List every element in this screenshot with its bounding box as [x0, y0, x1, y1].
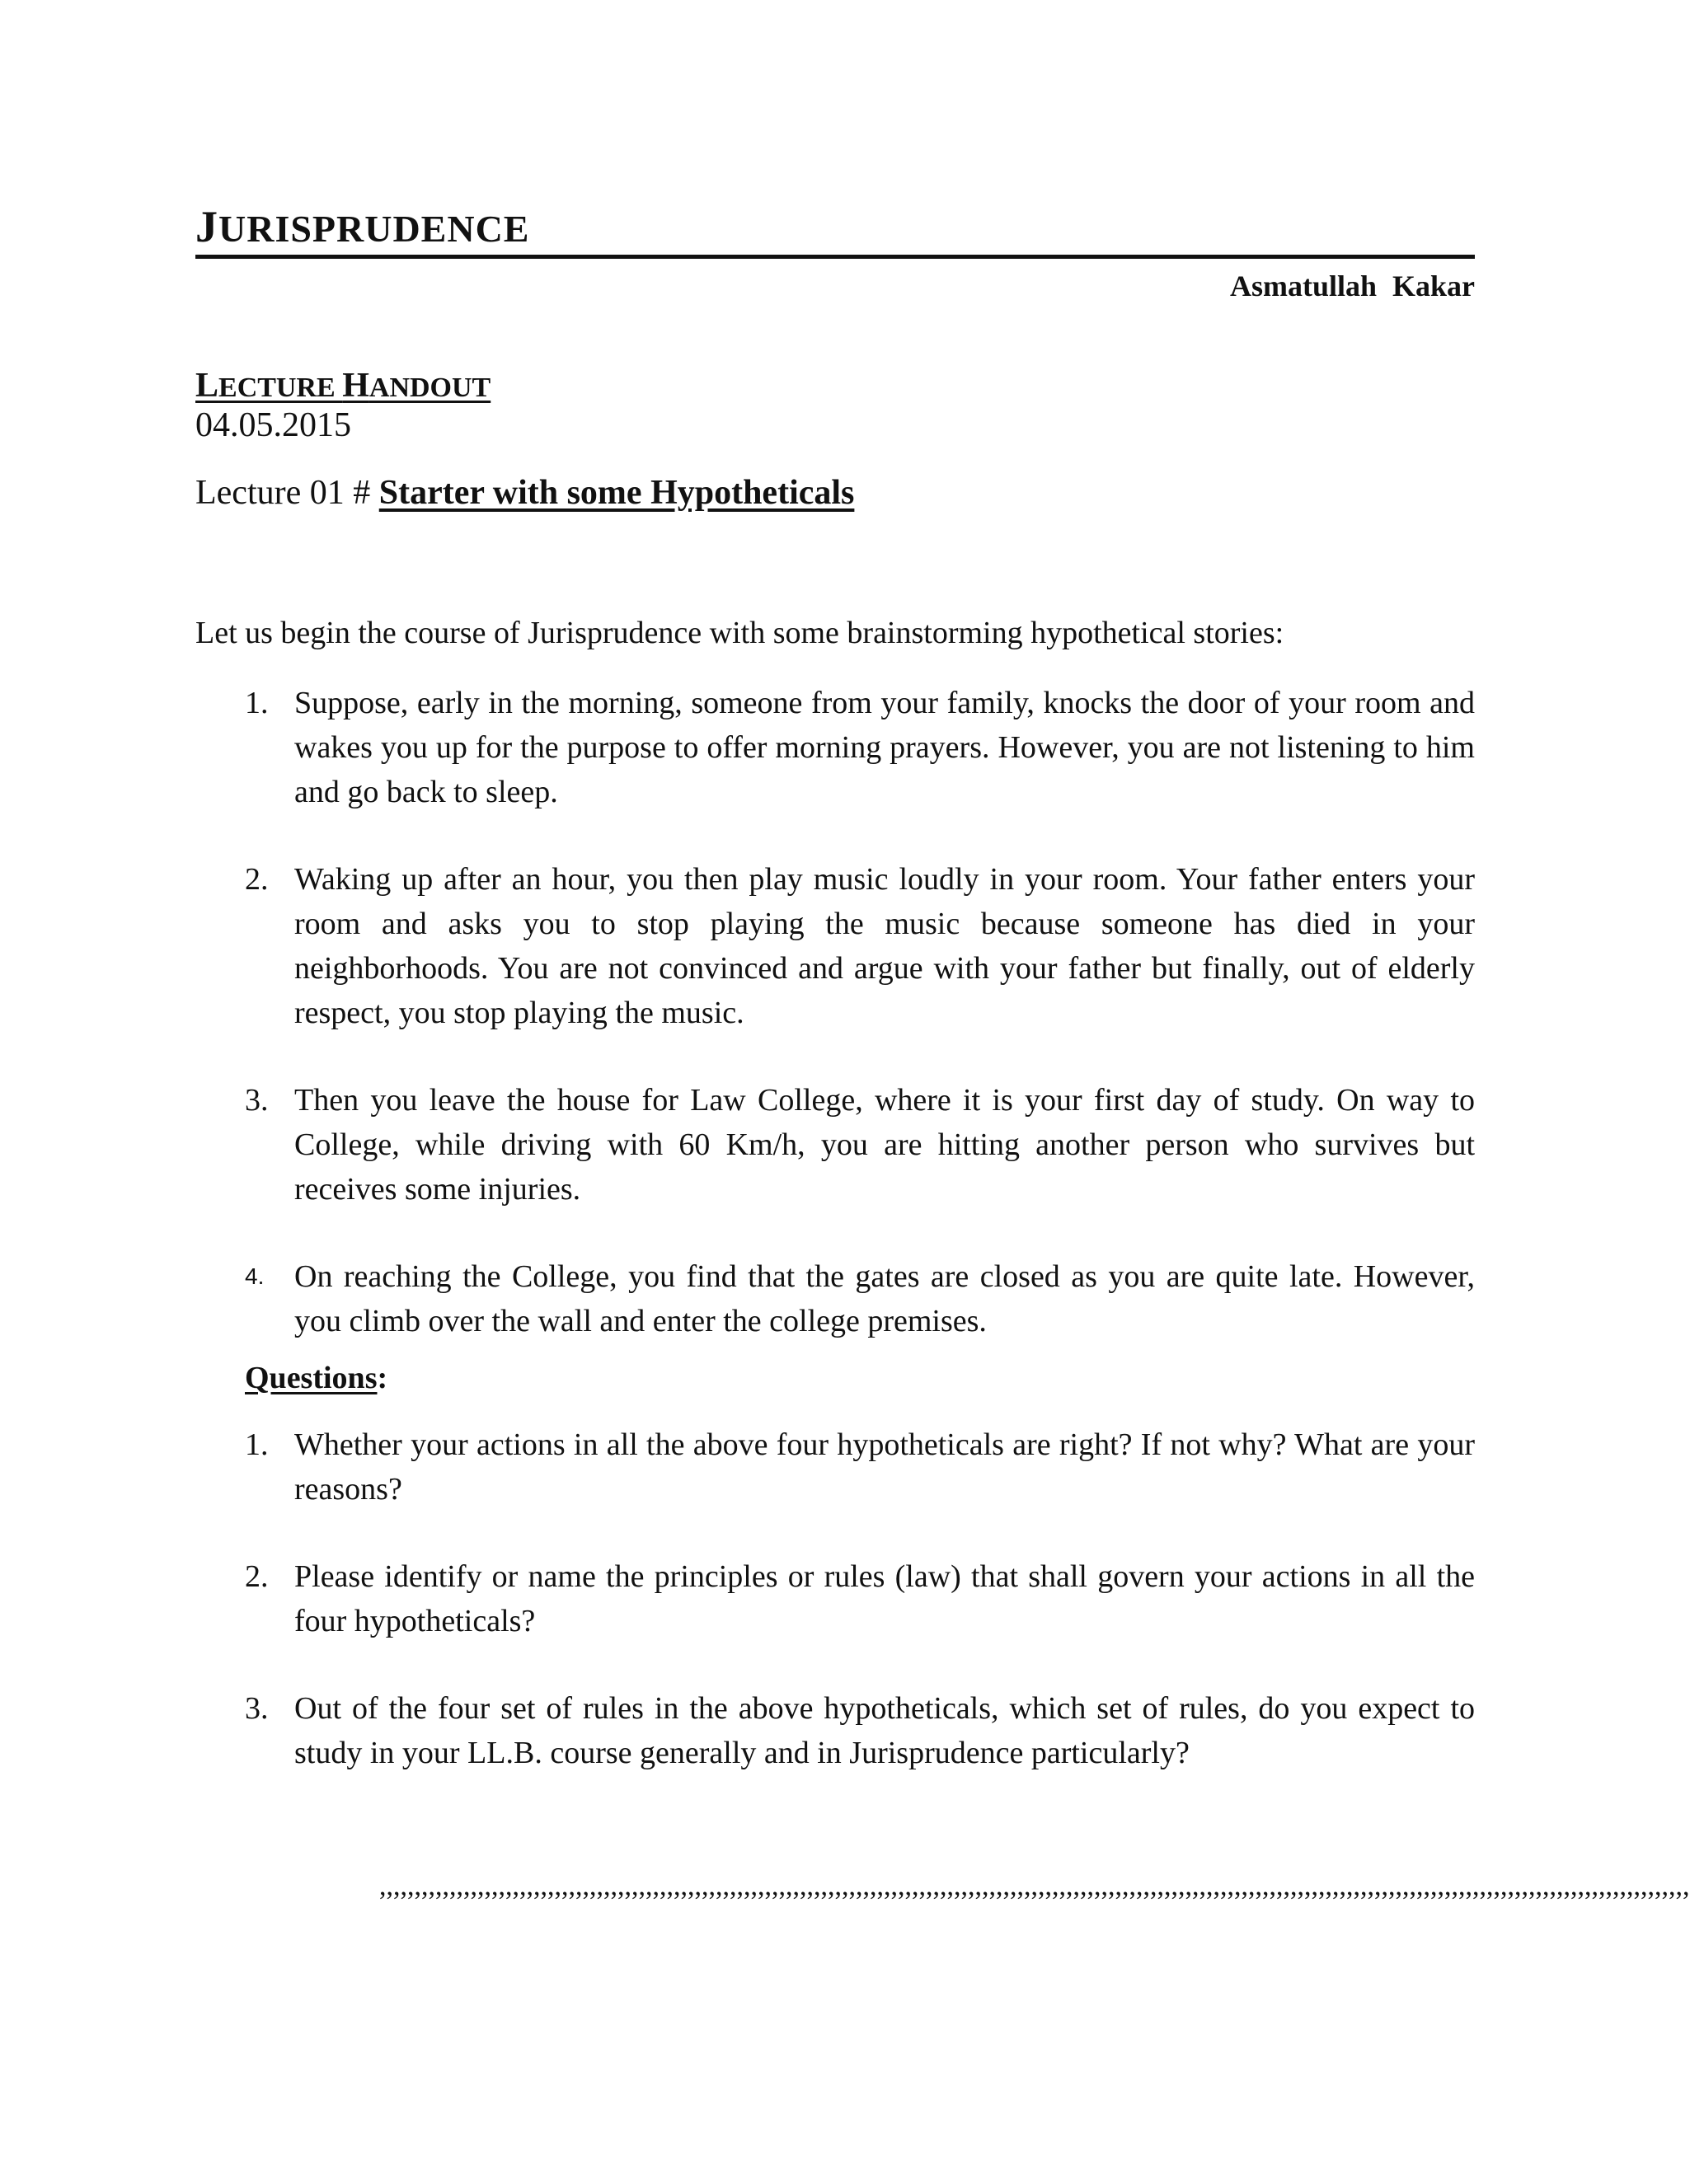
list-item-number: 1.	[245, 686, 269, 720]
list-item	[195, 1554, 1475, 1643]
list-item-number: 2.	[245, 862, 269, 897]
questions-heading-colon: :	[377, 1361, 388, 1395]
list-item-number: 3.	[245, 1691, 269, 1726]
lecture-title	[195, 473, 854, 513]
questions-list	[195, 1422, 1475, 1775]
handout-date: 04.05.2015	[195, 406, 351, 444]
handout-ecture: ECTURE	[218, 373, 343, 403]
list-item-text: Then you leave the house for Law College, where it is your first day of study. On way to College, while driving with 60 Km/h, you are hitting another person who survives but receives some injuries.	[294, 1083, 1475, 1207]
list-item-number: 1.	[245, 1427, 269, 1462]
hypotheticals-list	[195, 681, 1475, 1343]
list-item-text: Whether your actions in all the above four hypotheticals are right? If not why? What are your reasons?	[294, 1427, 1475, 1507]
lecture-topic: Starter with some Hypotheticals	[378, 474, 855, 512]
author-name: Asmatullah Kakar	[1229, 269, 1475, 302]
list-item-number: 4.	[245, 1263, 265, 1289]
list-item-number: 3.	[245, 1083, 269, 1118]
title-rest: URISPRUDENCE	[218, 208, 530, 250]
handout-andout: ANDOUT	[369, 373, 491, 403]
list-item-text: Please identify or name the principles or rules (law) that shall govern your actions in all the four hypotheticals?	[294, 1559, 1475, 1638]
title-underline-rule	[195, 255, 1475, 259]
title-initial: J	[195, 202, 218, 251]
intro-paragraph: Let us begin the course of Jurisprudence with some brainstorming hypothetical stories:	[195, 616, 1284, 650]
questions-heading-text: Questions	[245, 1361, 378, 1395]
lecture-handout-label	[195, 366, 491, 405]
list-item	[195, 1254, 1475, 1343]
list-item	[195, 681, 1475, 814]
list-item-number: 2.	[245, 1559, 269, 1594]
list-item-text: Suppose, early in the morning, someone from your family, knocks the door of your room and wakes you up for the purpose to offer morning prayers. However, you are not listening to him and go back to sleep.	[294, 686, 1475, 809]
list-item-text: On reaching the College, you find that the gates are closed as you are quite late. However, you climb over the wall and enter the college premises.	[294, 1259, 1475, 1338]
list-item	[195, 1422, 1475, 1511]
list-item-text: Out of the four set of rules in the above hypotheticals, which set of rules, do you expect to study in your LL.B. course generally and in Jurisprudence particularly?	[294, 1691, 1475, 1770]
list-item-text: Waking up after an hour, you then play music loudly in your room. Your father enters your room and asks you to stop playing the music because someone has died in your neighborhoods. You are not convinced and argue with your father but finally, out of elderly respect, you stop playing the music.	[294, 862, 1475, 1030]
questions-heading	[245, 1360, 387, 1396]
handout-initial-l: L	[195, 367, 219, 405]
list-item	[195, 1078, 1475, 1212]
list-item	[195, 1686, 1475, 1775]
document-title	[195, 201, 529, 252]
list-item	[195, 857, 1475, 1035]
end-divider-marks: ,,,,,,,,,,,,,,,,,,,,,,,,,,,,,,,,,,,,,,,,,,,,,,,,,,,,,,,,,,,,,,,,,,,,,,,,,,,,,,,,,,,,,,,,,,,,,,,,,,,,,,,,,,,,,,,,,,,,,,,,,,,,,,,,,,,,,,,,,,,,,,,,,,,,,,,,,,,,,,,,,,,,,,,,,,,,,,,,,,,,,,,,,,,	[379, 1871, 1690, 1901]
lecture-number: Lecture 01 #	[195, 474, 379, 512]
handout-initial-h: H	[342, 367, 369, 405]
